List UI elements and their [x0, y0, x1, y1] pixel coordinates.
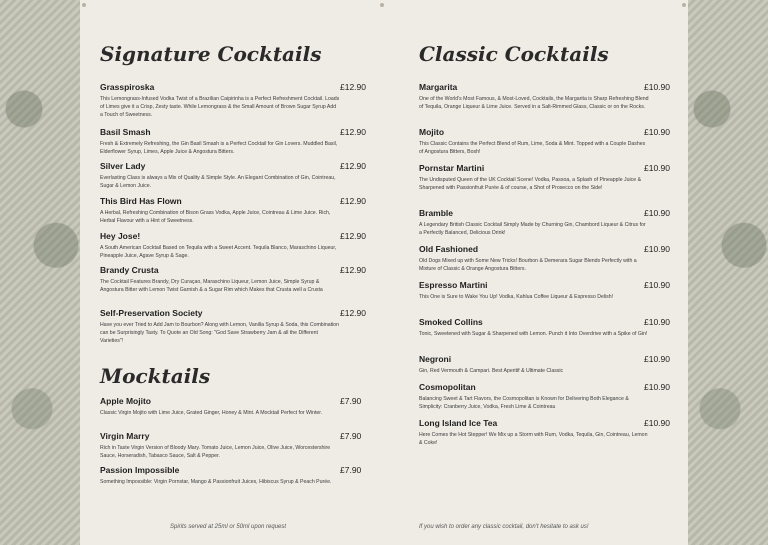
- item-price: £12.90: [340, 82, 366, 92]
- item-name: Margarita: [419, 82, 458, 92]
- item-name: Pornstar Martini: [419, 163, 485, 173]
- item-name: Basil Smash: [100, 127, 151, 137]
- item-name: Hey Jose!: [100, 231, 141, 241]
- item-description: Classic Virgin Mojito with Lime Juice, Grated Ginger, Honey & Mint. A Mocktail Perfect for Winter.: [100, 410, 323, 416]
- item-price: £10.90: [644, 82, 670, 92]
- item-description: One of the World's Most Famous, & Most-Loved, Cocktails, the Margarita is Sharp Refreshing Blend of Tequila, Orange Liqueur & Lime Juice. Served in a Salt-Rimmed Glass, Classic or on the Rocks.: [419, 96, 649, 110]
- item-description: The Cocktail Features Brandy, Dry Curaçao, Maraschino Liqueur, Lemon Juice, Simple Syrup & Angostura Bitter with Lemon Twist Garnish & a Sugar Rim which Makes that Crusta well a Crusta: [100, 279, 323, 293]
- item-description: Balancing Sweet & Tart Flavors, the Cosmopolitan is Known for Delivering Both Elegance & Simplicity: Cranberry Juice, Vodka, Fresh Lime & Cointreau: [419, 396, 629, 410]
- item-price: £10.90: [644, 382, 670, 392]
- item-name: Espresso Martini: [419, 280, 488, 290]
- item-price: £10.90: [644, 317, 670, 327]
- left-landscape-border: [0, 0, 80, 545]
- item-name: Long Island Ice Tea: [419, 418, 498, 428]
- item-name: Mojito: [419, 127, 445, 137]
- item-description: Rich in Taste Virgin Version of Bloody Mary. Tomato Juice, Lemon Juice, Olive Juice, Worcestershire Sauce, Horseradish, Tabasco Sauce, Salt & Pepper.: [100, 445, 331, 459]
- item-description: This Classic Contains the Perfect Blend of Rum, Lime, Soda & Mint. Topped with a Couple Dashes of Angostura Bitters, Bosh!: [419, 141, 646, 155]
- item-name: Cosmopolitan: [419, 382, 476, 392]
- menu-item-virgin-marry: [100, 431, 362, 460]
- item-price: £10.90: [644, 208, 670, 218]
- item-description: A South American Cocktail Based on Tequila with a Sweet Accent. Tequila Blanco, Maraschino Liqueur, Pineapple Juice, Agave Syrup & Sage.: [100, 245, 337, 259]
- menu-item-cosmopolitan: [419, 382, 670, 411]
- corner-dot: [682, 3, 686, 7]
- item-name: Grasspiroska: [100, 82, 155, 92]
- item-description: Fresh & Extremely Refreshing, the Gin Basil Smash is a Perfect Cocktail for Gin Lovers. Muddled Basil, Elderflower Syrup, Limes, Apple Juice & Angostura Bitters.: [100, 141, 338, 155]
- item-price: £12.90: [340, 231, 366, 241]
- item-price: £10.90: [644, 244, 670, 254]
- item-price: £7.90: [340, 465, 362, 475]
- item-name: Bramble: [419, 208, 454, 218]
- item-description: Have you ever Tried to Add Jam to Bourbon? Along with Lemon, Vanilla Syrup & Soda, this Combination can be Surprisingly Tasty. To Quote an Old Song: "God Save Strawberry Jam & all the Different Varieties"!: [100, 322, 339, 344]
- item-price: £12.90: [340, 196, 366, 206]
- menu-item-margarita: [419, 82, 670, 111]
- item-price: £10.90: [644, 127, 670, 137]
- item-price: £10.90: [644, 418, 670, 428]
- item-name: Old Fashioned: [419, 244, 479, 254]
- item-price: £12.90: [340, 127, 366, 137]
- menu-item-brandy-crusta: [100, 265, 366, 294]
- footer-note-right: If you wish to order any classic cocktail, don't hesitate to ask us!: [419, 524, 589, 530]
- signature-cocktails-title: Signature Cocktails: [100, 42, 322, 66]
- item-name: Self-Preservation Society: [100, 308, 203, 318]
- menu-item-silver-lady: [100, 161, 366, 190]
- menu-item-negroni: [419, 354, 670, 375]
- item-name: Passion Impossible: [100, 465, 180, 475]
- item-description: Everlasting Class is always a Mix of Quality & Simple Style. An Elegant Combination of Gin, Cointreau, Sugar & Lemon Juice.: [100, 175, 336, 189]
- menu-item-passion-impossible: [100, 465, 362, 486]
- menu-item-espresso-martini: [419, 280, 670, 301]
- corner-dot: [380, 3, 384, 7]
- item-description: This One is Sure to Wake You Up! Vodka, Kahlua Coffee Liqueur & Espresso Delish!: [419, 294, 614, 300]
- menu-item-mojito: [419, 127, 670, 156]
- item-price: £12.90: [340, 308, 366, 318]
- classic-cocktails-title: Classic Cocktails: [419, 42, 609, 66]
- item-name: Silver Lady: [100, 161, 146, 171]
- menu-item-self-preservation-society: [100, 308, 366, 345]
- menu-item-hey-jose: [100, 231, 366, 260]
- menu-item-pornstar-martini: [419, 163, 670, 192]
- item-price: £12.90: [340, 265, 366, 275]
- mocktails-title: Mocktails: [100, 364, 211, 388]
- item-description: Something Impossible: Virgin Pornstar, Mango & Passionfruit Juices, Hibiscus Syrup & Peach Purée.: [100, 479, 332, 485]
- item-price: £7.90: [340, 431, 362, 441]
- item-name: Apple Mojito: [100, 396, 151, 406]
- menu-item-long-island-ice-tea: [419, 418, 670, 447]
- item-price: £7.90: [340, 396, 362, 406]
- item-name: This Bird Has Flown: [100, 196, 182, 206]
- menu-item-basil-smash: [100, 127, 366, 156]
- item-description: Gin, Red Vermouth & Campari. Best Aperitif & Ultimate Classic: [419, 368, 564, 374]
- corner-dot: [82, 3, 86, 7]
- item-name: Smoked Collins: [419, 317, 483, 327]
- item-description: Here Comes the Hot Stepper! We Mix up a Storm with Rum, Vodka, Tequila, Gin, Cointreau, Lemon & Coke!: [419, 432, 648, 446]
- item-description: Old Dogs Mixed up with Some New Tricks! Bourbon & Demerara Sugar Blends Perfectly with a Mixture of Classic & Orange Angostura Bitters.: [419, 258, 637, 272]
- footer-note-left: Spirits served at 25ml or 50ml upon request: [170, 524, 287, 530]
- item-description: The Undisputed Queen of the UK Cocktail Scene! Vodka, Passoa, a Splash of Pineapple Juice & Sharpened with Passionfruit Purée & of course, a Shot of Prosecco on the Side!: [419, 177, 642, 191]
- item-description: This Lemongrass-Infused Vodka Twist of a Brazilian Caipirinha is a Perfect Refreshment Cocktail. Loads of Limes give it a Crisp, Zesty taste. While Lemongrass & the Small Amount of Brown Sugar Syrup Add a Touch of Sweetness.: [100, 96, 340, 118]
- menu-item-old-fashioned: [419, 244, 670, 273]
- menu-item-apple-mojito: [100, 396, 362, 417]
- right-landscape-border: [688, 0, 768, 545]
- menu-item-bramble: [419, 208, 670, 237]
- menu-item-grasspiroska: [100, 82, 366, 119]
- menu-page: [80, 0, 688, 545]
- item-name: Virgin Marry: [100, 431, 150, 441]
- item-price: £10.90: [644, 280, 670, 290]
- menu-item-this-bird-has-flown: [100, 196, 366, 225]
- item-price: £10.90: [644, 163, 670, 173]
- item-name: Brandy Crusta: [100, 265, 159, 275]
- item-name: Negroni: [419, 354, 452, 364]
- item-description: Tonic, Sweetened with Sugar & Sharpened with Lemon. Punch it Into Overdrive with a Spike of Gin!: [419, 331, 648, 337]
- item-description: A Legendary British Classic Cocktail Simply Made by Churning Gin, Chambord Liqueur & Citrus for a Perfectly Balanced, Delicious Drink!: [419, 222, 646, 236]
- menu-item-smoked-collins: [419, 317, 670, 338]
- item-price: £10.90: [644, 354, 670, 364]
- item-description: A Herbal, Refreshing Combination of Bison Grass Vodka, Apple Juice, Cointreau & Lime Juice. Rich, Herbal Flavour with a Hint of Sweetness.: [100, 210, 331, 224]
- item-price: £12.90: [340, 161, 366, 171]
